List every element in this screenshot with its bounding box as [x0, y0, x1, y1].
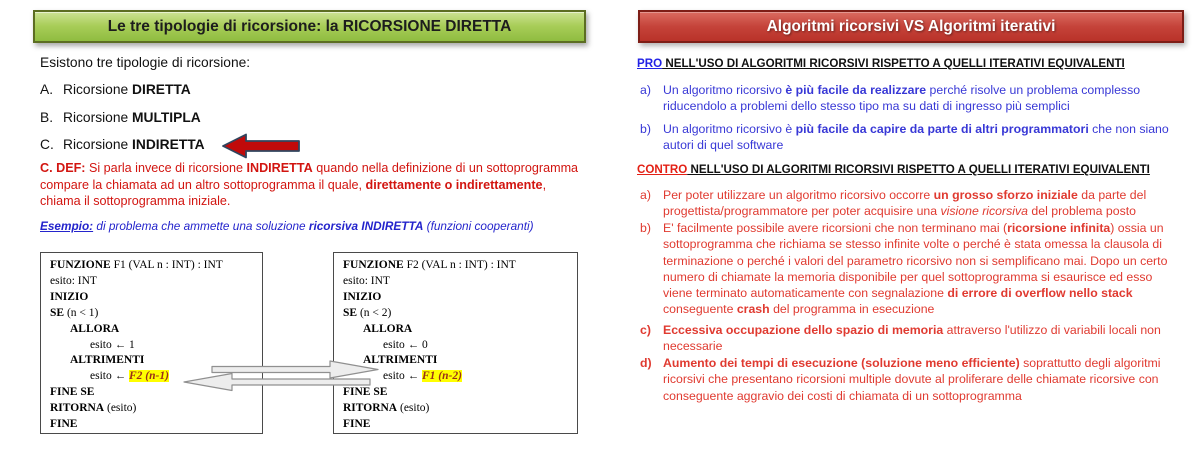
list-item-text: Ricorsione MULTIPLA: [63, 110, 201, 125]
code-line: SE (n < 2): [343, 306, 392, 319]
code-line: esito ← F2 (n-1): [90, 370, 169, 383]
item-letter: a): [640, 188, 651, 202]
mutual-call-arrows-icon: [180, 357, 402, 393]
code-line: esito ← 1: [90, 338, 135, 351]
list-letter: B.: [40, 110, 54, 125]
code-line: esito ← F1 (n-2): [383, 370, 462, 383]
code-line: FINE SE: [50, 386, 95, 399]
list-item-diretta: [40, 82, 191, 97]
left-slide-title: Le tre tipologie di ricorsione: la RICORSIONE DIRETTA: [107, 17, 512, 35]
contro-item-a: [640, 187, 1180, 220]
contro-heading: CONTRO NELL'USO DI ALGORITMI RICORSIVI RISPETTO A QUELLI ITERATIVI EQUIVALENTI: [637, 163, 1150, 176]
pro-heading: PRO NELL'USO DI ALGORITMI RICORSIVI RISPETTO A QUELLI ITERATIVI EQUIVALENTI: [637, 57, 1125, 70]
contro-item-b: [640, 220, 1180, 318]
list-item-multipla: [40, 110, 201, 125]
list-letter: C.: [40, 137, 54, 152]
code-line: esito ← 0: [383, 338, 428, 351]
red-left-block-arrow-icon: [221, 133, 301, 159]
code-line: FINE SE: [343, 386, 388, 399]
intro-text: Esistono tre tipologie di ricorsione:: [40, 55, 251, 70]
code-line: ALLORA: [363, 322, 413, 335]
code-line: ALTRIMENTI: [363, 354, 438, 367]
left-title-banner: [33, 10, 586, 43]
example-caption: Esempio: di problema che ammette una soluzione ricorsiva INDIRETTA (funzioni cooperanti): [40, 219, 534, 233]
item-letter: d): [640, 356, 652, 370]
item-text: Un algoritmo ricorsivo è più facile da capire da parte di altri programmatori che non siano autori di quel software: [663, 122, 1169, 153]
right-slide-title: Algoritmi ricorsivi VS Algoritmi iterativi: [766, 17, 1056, 35]
code-line: INIZIO: [343, 290, 382, 303]
code-line: ALLORA: [70, 322, 120, 335]
list-item-indiretta: [40, 137, 205, 152]
list-item-text: Ricorsione DIRETTA: [63, 82, 191, 97]
code-line: FINE: [343, 418, 371, 431]
item-text: E' facilmente possibile avere ricorsioni che non terminano mai (ricorsione infinita) ossia un sottoprogramma che richiama se stesso infinite volte o perché è stata omessa la clausola di terminazione o perché i valori del parametro ricorsivo non si semplificano mai. Dopo un certo numero di chiamate la memoria disponibile per quel sottoprogramma si esaurisce ed esso viene terminato automaticamente con segnalazione di errore di overflow nello stack conseguente crash del programma in esecuzione: [663, 221, 1168, 317]
code-line: esito: INT: [50, 274, 97, 287]
item-text: Un algoritmo ricorsivo è più facile da realizzare perché risolve un problema complesso riducendolo a problemi dello stesso tipo ma su dati di ingresso più semplici: [663, 83, 1141, 114]
right-title-banner: [638, 10, 1184, 43]
code-line: FINE: [50, 418, 78, 431]
pro-item-a: [640, 82, 1180, 115]
code-box-f2: [333, 252, 578, 434]
code-line: FUNZIONE F1 (VAL n : INT) : INT: [50, 259, 223, 271]
code-line: RITORNA (esito): [343, 402, 430, 415]
code-line: SE (n < 1): [50, 306, 99, 319]
list-item-text: Ricorsione INDIRETTA: [63, 137, 205, 152]
code-line: FUNZIONE F2 (VAL n : INT) : INT: [343, 259, 516, 271]
contro-item-d: [640, 355, 1180, 404]
item-letter: b): [640, 221, 651, 235]
contro-item-c: [640, 322, 1180, 355]
code-line: ALTRIMENTI: [70, 354, 145, 367]
code-line: esito: INT: [343, 274, 390, 287]
item-text: Per poter utilizzare un algoritmo ricorsivo occorre un grosso sforzo iniziale da parte del progettista/programmatore per poter acquisire una visione ricorsiva del problema posto: [663, 188, 1147, 219]
item-text: Aumento dei tempi di esecuzione (soluzione meno efficiente) soprattutto degli algoritmi ricorsivi che presentano ricorsioni multiple dovute al proliferare delle chiamate ricorsive con conseguente aggravio dei costi di chiamata di un sottoprogramma: [663, 356, 1161, 403]
code-line: RITORNA (esito): [50, 402, 137, 415]
item-text: Eccessiva occupazione dello spazio di memoria attraverso l'utilizzo di variabili locali non necessarie: [663, 323, 1161, 354]
list-letter: A.: [40, 82, 54, 97]
pro-item-b: [640, 121, 1180, 154]
definition-paragraph: C. DEF: Si parla invece di ricorsione INDIRETTA quando nella definizione di un sottoprogramma compare la chiamata ad un altro sottoprogramma il quale, direttamente o indirettamente, chiama il sottoprogramma iniziale.: [40, 161, 579, 209]
item-letter: a): [640, 83, 651, 97]
item-letter: b): [640, 122, 651, 136]
code-box-f1: [40, 252, 263, 434]
code-line: INIZIO: [50, 290, 89, 303]
item-letter: c): [640, 323, 651, 337]
